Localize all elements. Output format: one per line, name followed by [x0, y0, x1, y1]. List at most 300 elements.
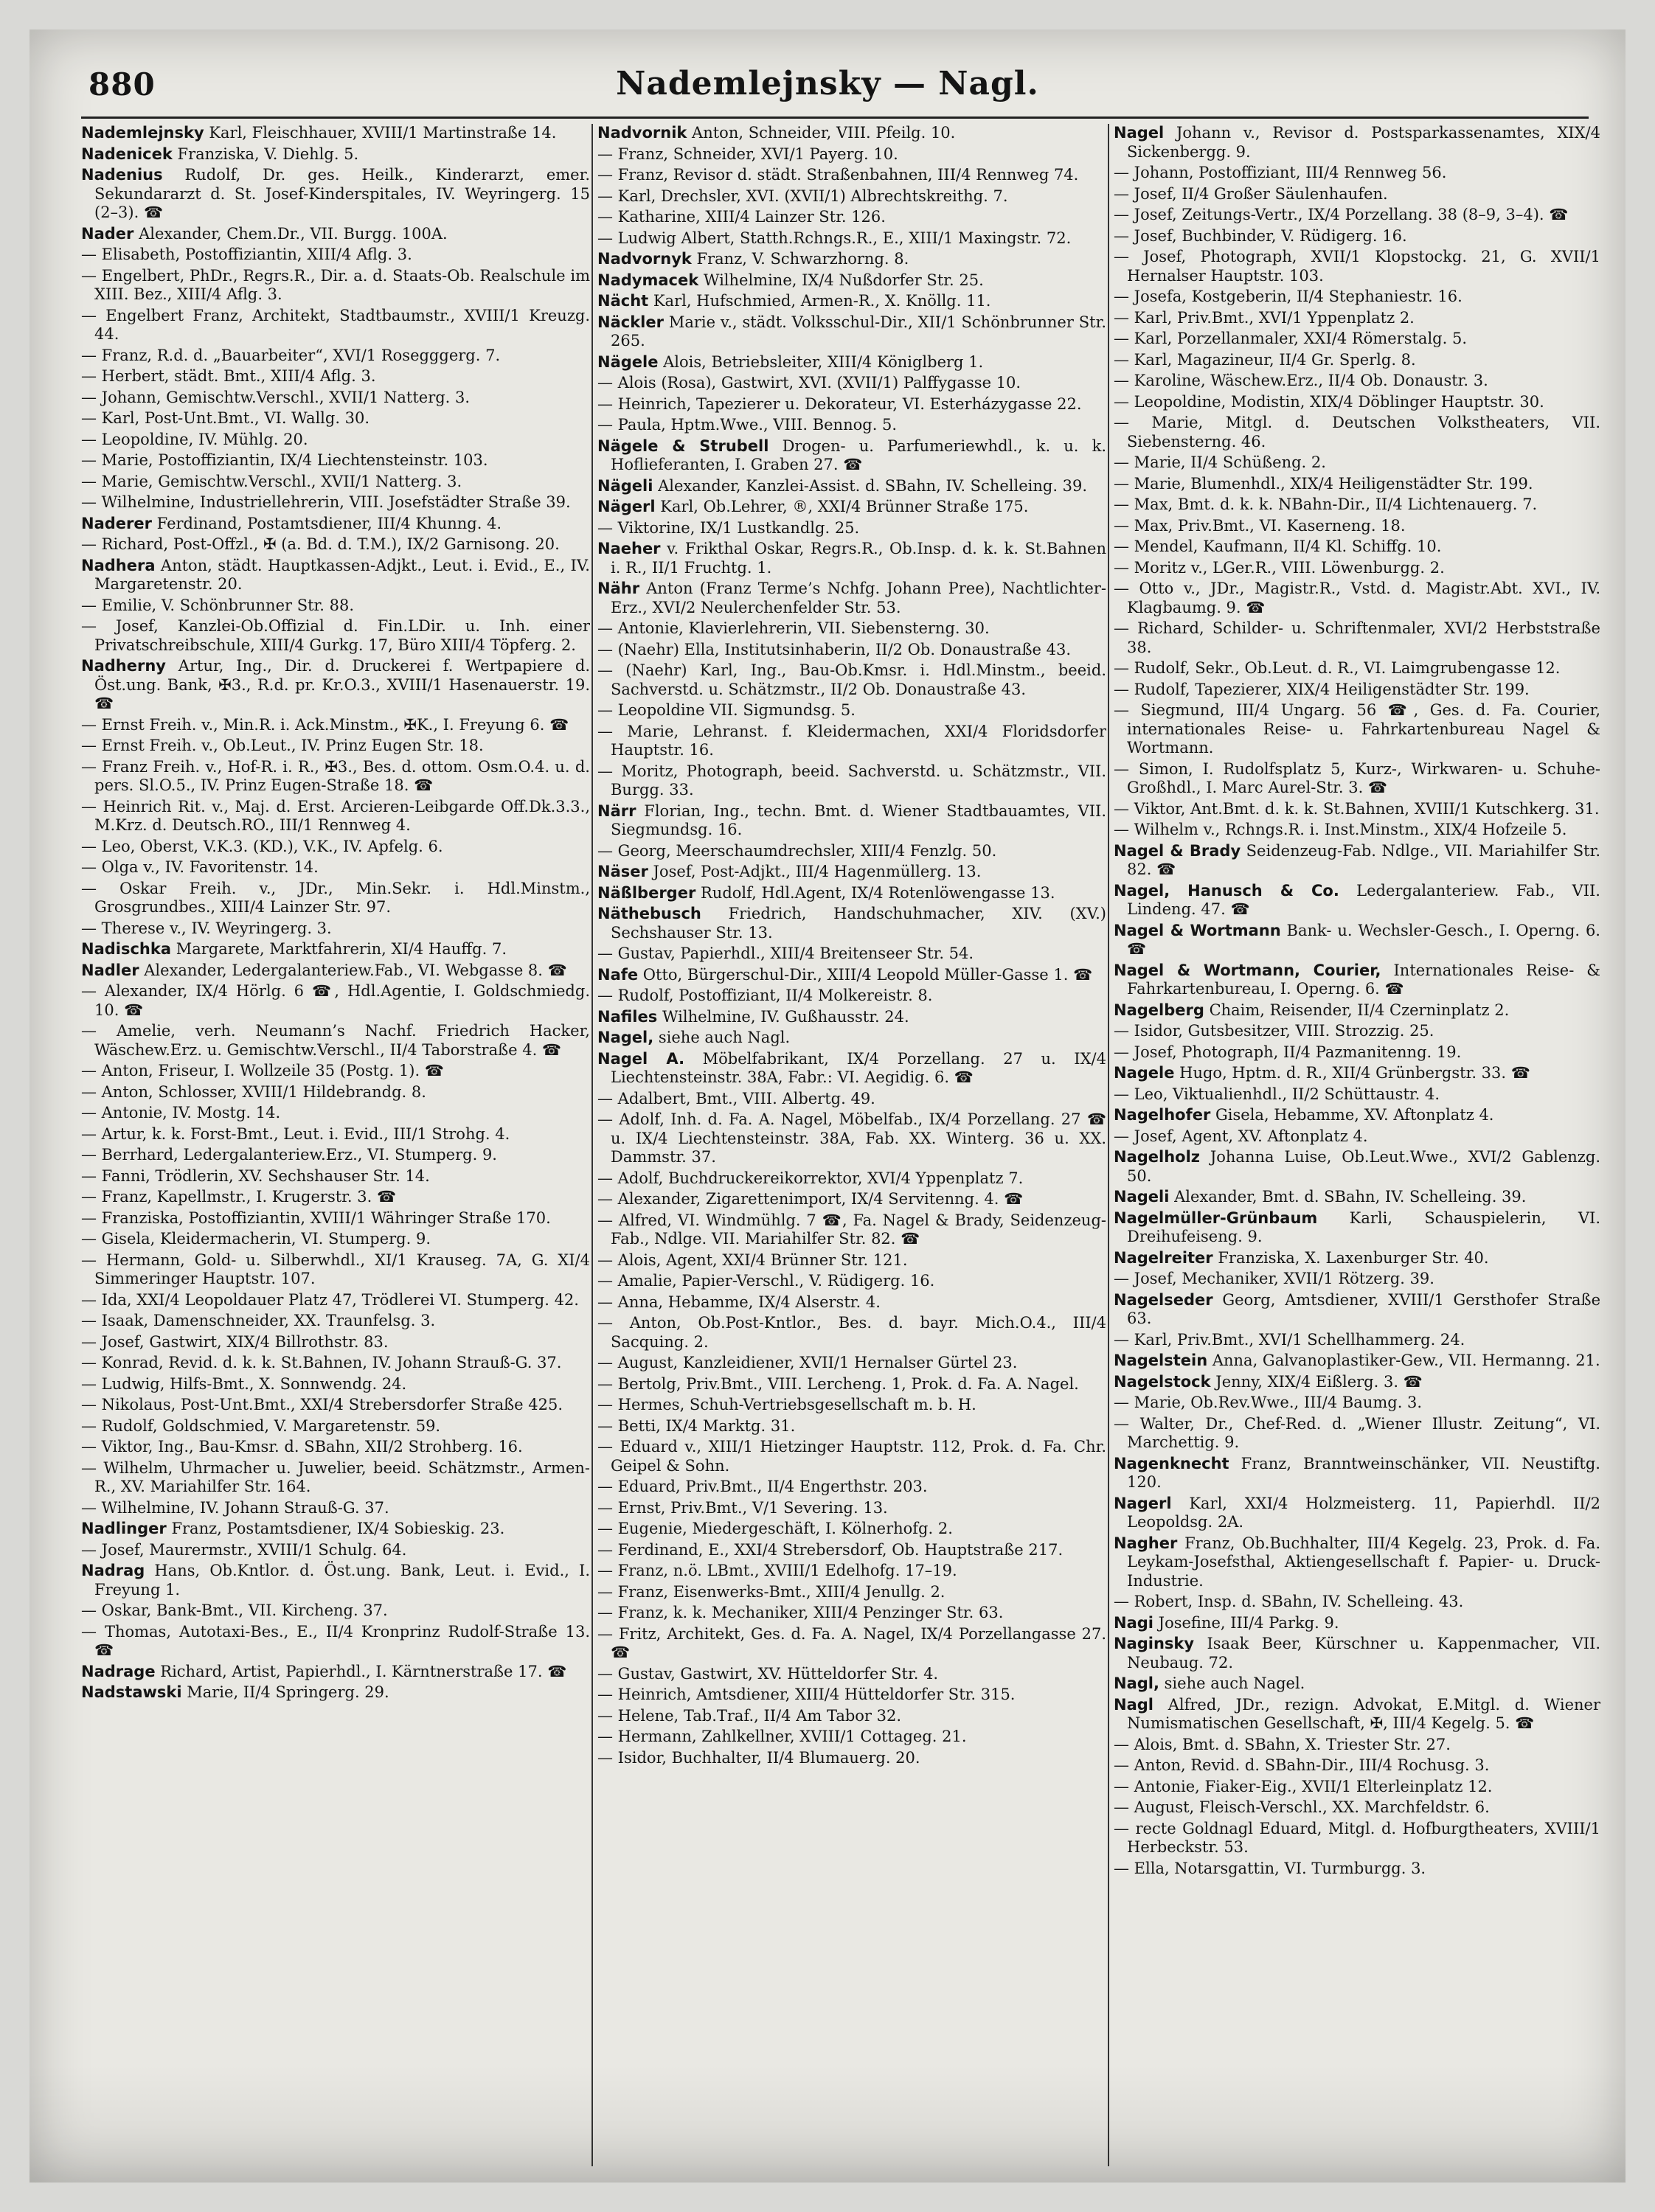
directory-entry: [1114, 206, 1600, 225]
entry-details: — Robert, Insp. d. SBahn, IV. Schelleing. 43.: [1114, 1593, 1464, 1610]
directory-entry: [597, 1562, 1106, 1581]
entry-details: — Otto v., JDr., Magistr.R., Vstd. d. Magistr.Abt. XVI., IV. Klagbaumg. 9. ☎: [1114, 580, 1600, 616]
entry-details: Hugo, Hptm. d. R., XII/4 Grünbergstr. 33. ☎: [1174, 1064, 1530, 1082]
directory-entry: [597, 292, 1106, 311]
directory-entry: [1114, 1106, 1600, 1125]
entry-details: — Karl, Drechsler, XVI. (XVII/1) Albrechtskreithg. 7.: [597, 187, 1008, 205]
directory-entry: [1114, 922, 1600, 959]
entry-details: — Therese v., IV. Weyringerg. 3.: [81, 919, 332, 937]
entry-details: Alexander, Bmt. d. SBahn, IV. Schelleing. 39.: [1169, 1188, 1527, 1206]
entry-details: Margarete, Marktfahrerin, XI/4 Hauffg. 7.: [171, 940, 507, 958]
entry-surname: Nagelholz: [1114, 1148, 1201, 1166]
entry-details: — Alexander, IX/4 Hörlg. 6 ☎, Hdl.Agentie, I. Goldschmiedg. 10. ☎: [81, 982, 590, 1019]
entry-details: siehe auch Nagl.: [653, 1029, 791, 1046]
directory-entry: [597, 1008, 1106, 1027]
entry-details: Karl, XXI/4 Holzmeisterg. 11, Papierhdl. II/2 Leopoldsg. 2A.: [1127, 1494, 1600, 1531]
entry-details: — Josef, Gastwirt, XIX/4 Billrothstr. 83.: [81, 1332, 389, 1351]
directory-entry: [597, 1375, 1106, 1394]
directory-entry: [1114, 1064, 1600, 1083]
entry-details: Richard, Artist, Papierhdl., I. Kärntnerstraße 17. ☎: [155, 1662, 567, 1680]
directory-entry: [81, 1562, 590, 1599]
directory-entry: [597, 884, 1106, 903]
entry-details: — Heinrich Rit. v., Maj. d. Erst. Arcieren-Leibgarde Off.Dk.3.3., M.Krz. d. Deutsch.RO., III/1 Rennweg 4.: [81, 797, 590, 834]
entry-surname: Nagelmüller-Grünbaum: [1114, 1208, 1318, 1227]
directory-entry: [81, 758, 590, 796]
entry-details: — Marie, Blumenhdl., XIX/4 Heiligenstädter Str. 199.: [1114, 474, 1533, 493]
column-divider: [1108, 124, 1109, 2166]
entry-details: — Engelbert, PhDr., Regrs.R., Dir. a. d. Staats-Ob. Realschule im XIII. Bez., XIII/4 Aflg. 3.: [81, 266, 590, 303]
directory-entry: [597, 313, 1106, 351]
entry-details: — Antonie, Fiaker-Eig., XVII/1 Elterleinplatz 12.: [1114, 1777, 1493, 1795]
entry-details: Ledergalanteriew. Fab., VII. Lindeng. 47. ☎: [1127, 881, 1600, 918]
directory-entry: [597, 416, 1106, 435]
entry-surname: Nadvornyk: [597, 250, 692, 268]
directory-entry: [81, 1125, 590, 1144]
entry-details: Anton, Schneider, VIII. Pfeilg. 10.: [687, 124, 956, 142]
directory-entry: [1114, 1085, 1600, 1105]
entry-surname: Nadymacek: [597, 271, 699, 289]
entry-details: — Heinrich, Tapezierer u. Dekorateur, VI. Esterházygasse 22.: [597, 394, 1082, 413]
directory-entry: [597, 987, 1106, 1006]
entry-details: Franz, Ob.Buchhalter, III/4 Kegelg. 23, Prok. d. Fa. Leykam-Josefsthal, Aktiengesellschaft f. Papier- u. Druck-Industrie.: [1127, 1534, 1600, 1590]
entry-details: — Olga v., IV. Favoritenstr. 14.: [81, 858, 319, 876]
directory-entry: [1114, 1148, 1600, 1186]
entry-details: — Adolf, Buchdruckereikorrektor, XVI/4 Yppenplatz 7.: [597, 1169, 1024, 1187]
entry-details: — Josef, Agent, XV. Aftonplatz 4.: [1114, 1127, 1368, 1145]
entry-details: — August, Fleisch-Verschl., XX. Marchfeldstr. 6.: [1114, 1798, 1490, 1816]
directory-entry: [81, 1520, 590, 1539]
entry-details: Franz, Branntweinschänker, VII. Neustiftg. 120.: [1127, 1454, 1600, 1491]
entry-surname: Närr: [597, 801, 636, 820]
directory-entry: [1114, 1001, 1600, 1020]
directory-entry: [81, 267, 590, 305]
header-rule: [81, 116, 1589, 119]
directory-entry: [1114, 961, 1600, 999]
entry-details: — Fanni, Trödlerin, XV. Sechshauser Str. 14.: [81, 1166, 430, 1185]
directory-entry: [81, 1375, 590, 1394]
directory-entry: [81, 1312, 590, 1331]
entry-details: — Marie, Lehranst. f. Kleidermachen, XXI/4 Floridsdorfer Hauptstr. 16.: [597, 722, 1106, 759]
directory-entry: [597, 701, 1106, 720]
entry-details: — Josefa, Kostgeberin, II/4 Stephaniestr. 16.: [1114, 288, 1463, 305]
directory-entry: [81, 1209, 590, 1228]
entry-details: — Alois (Rosa), Gastwirt, XVI. (XVII/1) Palffygasse 10.: [597, 374, 1021, 392]
directory-entry: [81, 124, 590, 143]
directory-entry: [81, 166, 590, 223]
entry-details: — Josef, Photograph, II/4 Pazmanitenng. 19.: [1114, 1043, 1462, 1061]
entry-details: Möbelfabrikant, IX/4 Porzellang. 27 u. IX/4 Liechtensteinstr. 38A, Fabr.: VI. Aegidig. 6. ☎: [611, 1049, 1106, 1086]
entry-details: Karl, Ob.Lehrer, ®, XXI/4 Brünner Straße 175.: [655, 498, 1029, 515]
directory-entry: [597, 723, 1106, 760]
entry-details: — Marie, Ob.Rev.Wwe., III/4 Baumg. 3.: [1114, 1394, 1423, 1411]
directory-entry: [1114, 1495, 1600, 1532]
entry-details: — Franziska, Postoffiziantin, XVIII/1 Währinger Straße 170.: [81, 1208, 551, 1227]
entry-details: — Richard, Post-Offzl., ✠ (a. Bd. d. T.M.), IX/2 Garnisong. 20.: [81, 535, 560, 553]
directory-entry: [81, 1251, 590, 1289]
entry-details: Johann v., Revisor d. Postsparkassenamtes, XIX/4 Sickenbergg. 9.: [1127, 124, 1600, 161]
entry-details: — Artur, k. k. Forst-Bmt., Leut. i. Evid., III/1 Strohg. 4.: [81, 1124, 510, 1143]
entry-details: — Isidor, Buchhalter, II/4 Blumauerg. 20.: [597, 1748, 920, 1767]
entry-surname: Nagel & Wortmann: [1114, 921, 1281, 939]
entry-details: — Bertolg, Priv.Bmt., VIII. Lercheng. 1, Prok. d. Fa. A. Nagel.: [597, 1374, 1079, 1393]
directory-entry: [597, 1520, 1106, 1539]
entry-surname: Nadrage: [81, 1662, 156, 1680]
entry-surname: Nagenknecht: [1114, 1454, 1229, 1472]
directory-entry: [597, 945, 1106, 964]
directory-entry: [597, 1050, 1106, 1088]
entry-surname: Nägeli: [597, 476, 653, 495]
entry-details: Marie v., städt. Volksschul-Dir., XII/1 Schönbrunner Str. 265.: [611, 313, 1106, 349]
directory-entry: [1114, 1188, 1600, 1207]
entry-surname: Näser: [597, 863, 648, 880]
entry-details: — Anton, Revid. d. SBahn-Dir., III/4 Rochusg. 3.: [1114, 1756, 1490, 1774]
directory-entry: [1114, 1394, 1600, 1413]
directory-entry: [1114, 393, 1600, 412]
directory-entry: [1114, 821, 1600, 840]
directory-entry: [597, 187, 1106, 206]
directory-entry: [597, 619, 1106, 639]
entry-surname: Nagel A.: [597, 1049, 685, 1068]
entry-details: — Antonie, IV. Mostg. 14.: [81, 1104, 281, 1121]
directory-entry: [597, 1110, 1106, 1167]
entry-surname: Nagel,: [597, 1029, 654, 1046]
entry-surname: Naeher: [597, 540, 661, 557]
entry-details: — Eduard, Priv.Bmt., II/4 Engerthstr. 203.: [597, 1478, 928, 1495]
directory-entry: [597, 1211, 1106, 1249]
entry-details: — Franz, n.ö. LBmt., XVIII/1 Edelhofg. 17–19.: [597, 1562, 957, 1579]
entry-details: — Heinrich, Amtsdiener, XIII/4 Hütteldorfer Str. 315.: [597, 1686, 1016, 1703]
entry-details: — Anton, Friseur, I. Wollzeile 35 (Postg. 1). ☎: [81, 1062, 444, 1079]
entry-details: Artur, Ing., Dir. d. Druckerei f. Wertpapiere d. Öst.ung. Bank, ✠3., R.d. pr. Kr.O.3., XVIII/1 Hasenauerstr. 19. ☎: [94, 657, 590, 712]
entry-details: — Alfred, VI. Windmühlg. 7 ☎, Fa. Nagel & Brady, Seidenzeug-Fab., Ndlge. VII. Mariahilfer Str. 82. ☎: [597, 1211, 1106, 1248]
entry-details: Friedrich, Handschuhmacher, XIV. (XV.) Sechshauser Str. 13.: [611, 905, 1106, 942]
entry-details: — Eduard v., XIII/1 Hietzinger Hauptstr. 112, Prok. d. Fa. Chr. Geipel & Sohn.: [597, 1438, 1106, 1475]
entry-details: — (Naehr) Karl, Ing., Bau-Ob.Kmsr. i. Hdl.Minstm., beeid. Sachverstd. u. Schätzmstr., II/2 Ob. Donaustraße 43.: [597, 661, 1106, 698]
entry-details: — Karl, Post-Unt.Bmt., VI. Wallg. 30.: [81, 409, 370, 427]
entry-details: — Leo, Viktualienhdl., II/2 Schüttaustr. 4.: [1114, 1085, 1440, 1103]
directory-entry: [597, 863, 1106, 882]
entry-details: Josefine, III/4 Parkg. 9.: [1153, 1613, 1339, 1632]
entry-surname: Nadrag: [81, 1562, 145, 1579]
entry-details: — Josef, Photograph, XVII/1 Klopstockg. 21, G. XVII/1 Hernalser Hauptstr. 103.: [1114, 248, 1600, 285]
entry-details: Franziska, X. Laxenburger Str. 40.: [1212, 1248, 1489, 1267]
directory-entry: [1114, 475, 1600, 494]
entry-details: — Johann, Postoffiziant, III/4 Rennweg 56.: [1114, 164, 1447, 181]
directory-entry: [1114, 227, 1600, 246]
directory-entry: [1114, 1291, 1600, 1329]
directory-entry: [597, 271, 1106, 291]
entry-details: — Josef, II/4 Großer Säulenhaufen.: [1114, 184, 1388, 203]
entry-details: — Eugenie, Miedergeschäft, I. Kölnerhofg. 2.: [597, 1520, 953, 1537]
entry-details: — Josef, Buchbinder, V. Rüdigerg. 16.: [1114, 226, 1407, 245]
entry-details: — Simon, I. Rudolfsplatz 5, Kurz-, Wirkwaren- u. Schuhe-Großhdl., I. Marc Aurel-Str. 3. ☎: [1114, 759, 1600, 796]
entry-details: — Konrad, Revid. d. k. k. St.Bahnen, IV. Johann Strauß-G. 37.: [81, 1354, 562, 1371]
directory-entry: [81, 657, 590, 714]
entry-details: — Alexander, Zigarettenimport, IX/4 Servitenng. 4. ☎: [597, 1190, 1024, 1208]
directory-entry: [81, 367, 590, 386]
entry-surname: Nägerl: [597, 498, 656, 515]
entry-details: — Franz, Revisor d. städt. Straßenbahnen, III/4 Rennweg 74.: [597, 166, 1079, 184]
entry-details: Marie, II/4 Springerg. 29.: [181, 1683, 389, 1701]
directory-entry: [81, 347, 590, 366]
directory-entry: [81, 1291, 590, 1310]
directory-entry: [1114, 351, 1600, 370]
entry-details: — Leopoldine, IV. Mühlg. 20.: [81, 430, 308, 448]
directory-entry: [597, 124, 1106, 143]
directory-entry: [81, 1188, 590, 1207]
entry-surname: Nagelberg: [1114, 1001, 1204, 1019]
entry-details: Rudolf, Hdl.Agent, IX/4 Rotenlöwengasse 13.: [695, 883, 1055, 902]
directory-entry: [81, 1146, 590, 1165]
entry-details: — Josef, Kanzlei-Ob.Offizial d. Fin.LDir. u. Inh. einer Privatschreibschule, XIII/4 Gurkg. 17, Büro XIII/4 Töpferg. 2.: [81, 617, 590, 654]
directory-entry: [597, 580, 1106, 617]
directory-entry: [1114, 1696, 1600, 1733]
entry-details: — Leopoldine VII. Sigmundsg. 5.: [597, 701, 856, 719]
entry-details: Alfred, JDr., rezign. Advokat, E.Mitgl. d. Wiener Numismatischen Gesellschaft, ✠, III/4 Kegelg. 5. ☎: [1127, 1695, 1600, 1732]
entry-details: — Franz, Kapellmstr., I. Krugerstr. 3. ☎: [81, 1188, 397, 1206]
entry-details: — Amelie, verh. Neumann’s Nachf. Friedrich Hacker, Wäschew.Erz. u. Gemischtw.Verschl., II/4 Taborstraße 4. ☎: [81, 1022, 590, 1059]
directory-entry: [597, 166, 1106, 185]
entry-details: Karl, Hufschmied, Armen-R., X. Knöllg. 11.: [648, 292, 991, 310]
directory-entry: [81, 1230, 590, 1249]
entry-details: — Marie, II/4 Schüßeng. 2.: [1114, 453, 1326, 471]
directory-entry: [597, 1749, 1106, 1768]
entry-details: — Oskar, Bank-Bmt., VII. Kircheng. 37.: [81, 1601, 388, 1619]
entry-details: Anton, städt. Hauptkassen-Adjkt., Leut. i. Evid., E., IV. Margaretenstr. 20.: [94, 556, 590, 593]
directory-entry: [597, 1293, 1106, 1312]
directory-entry: [81, 1167, 590, 1186]
directory-entry: [1114, 659, 1600, 678]
entry-details: — Karl, Porzellanmaler, XXI/4 Römerstalg. 5.: [1114, 330, 1468, 347]
entry-details: Isaak Beer, Kürschner u. Kappenmacher, VII. Neubaug. 72.: [1127, 1635, 1600, 1672]
directory-entry: [81, 1499, 590, 1518]
directory-entry: [597, 661, 1106, 699]
directory-entry: [1114, 619, 1600, 657]
directory-entry: [597, 1604, 1106, 1623]
entry-details: — Ella, Notarsgattin, VI. Turmburgg. 3.: [1114, 1859, 1426, 1877]
entry-details: — Paula, Hptm.Wwe., VIII. Bennog. 5.: [597, 416, 898, 434]
entry-details: Internationales Reise- & Fahrkartenbureau, I. Operng. 6. ☎: [1127, 961, 1600, 998]
entry-details: — Viktorine, IX/1 Lustkandlg. 25.: [597, 518, 860, 537]
entry-details: — Berrhard, Ledergalanteriew.Erz., VI. Stumperg. 9.: [81, 1146, 497, 1164]
entry-surname: Nagelseder: [1114, 1290, 1213, 1309]
directory-entry: [1114, 1593, 1600, 1612]
entry-details: Seidenzeug-Fab. Ndlge., VII. Mariahilfer Str. 82. ☎: [1127, 841, 1600, 878]
entry-details: — Hermann, Zahlkellner, XVIII/1 Cottageg. 21.: [597, 1728, 967, 1745]
directory-entry: [597, 1417, 1106, 1436]
entry-details: — Oskar Freih. v., JDr., Min.Sekr. i. Hdl.Minstm., Grosgrundbes., XIII/4 Lainzer Str. 97.: [81, 879, 590, 916]
entry-details: Franziska, V. Diehlg. 5.: [172, 145, 359, 163]
directory-entry: [81, 1541, 590, 1560]
directory-entry: [1114, 1043, 1600, 1062]
entry-details: — Josef, Zeitungs-Vertr., IX/4 Porzellang. 38 (8–9, 3–4). ☎: [1114, 206, 1569, 223]
entry-details: — Marie, Gemischtw.Verschl., XVII/1 Natterg. 3.: [81, 472, 462, 490]
entry-details: — Josef, Maurermstr., XVIII/1 Schulg. 64.: [81, 1540, 407, 1559]
entry-details: — Ludwig Albert, Statth.Rchngs.R., E., XIII/1 Maxingstr. 72.: [597, 229, 1072, 247]
directory-entry: [597, 641, 1106, 660]
directory-entry: [597, 762, 1106, 800]
entry-surname: Näßlberger: [597, 883, 696, 902]
directory-entry: [81, 1354, 590, 1373]
entry-details: Johanna Luise, Ob.Leut.Wwe., XVI/2 Gablenzg. 50.: [1127, 1148, 1600, 1185]
entry-details: — Franz, Eisenwerks-Bmt., XIII/4 Jenullg. 2.: [597, 1582, 946, 1601]
entry-details: — Nikolaus, Post-Unt.Bmt., XXI/4 Strebersdorfer Straße 425.: [81, 1396, 563, 1413]
entry-details: Georg, Amtsdiener, XVIII/1 Gersthofer Straße 63.: [1127, 1290, 1600, 1327]
directory-entry: [597, 1396, 1106, 1415]
entry-details: — Franz Freih. v., Hof-R. i. R., ✠3., Bes. d. ottom. Osm.O.4. u. d. pers. Sl.O.5., IV. Prinz Eugen-Straße 18. ☎: [81, 757, 590, 794]
entry-details: Rudolf, Dr. ges. Heilk., Kinderarzt, emer. Sekundararzt d. St. Josef-Kinderspitales, IV. Weyringerg. 15 (2–3). ☎: [94, 166, 590, 221]
entry-details: — Franz, k. k. Mechaniker, XIII/4 Penzinger Str. 63.: [597, 1604, 1004, 1621]
entry-details: siehe auch Nagel.: [1159, 1674, 1305, 1692]
page-header: Nademlejnsky — Nagl.: [616, 65, 1039, 102]
entry-details: — August, Kanzleidiener, XVII/1 Hernalser Gürtel 23.: [597, 1354, 1018, 1371]
directory-entry: [81, 1104, 590, 1123]
entry-details: — Franz, R.d. d. „Bauarbeiter“, XVI/1 Rosegggerg. 7.: [81, 346, 501, 364]
directory-entry: [81, 716, 590, 735]
directory-entry: [1114, 559, 1600, 578]
entry-surname: Nagl,: [1114, 1674, 1159, 1692]
entry-details: Franz, Postamtsdiener, IX/4 Sobieskig. 23.: [166, 1520, 505, 1537]
directory-entry: [81, 940, 590, 959]
directory-entry: [81, 798, 590, 835]
directory-entry: [81, 1459, 590, 1497]
entry-details: Karli, Schauspielerin, VI. Dreihufeiseng. 9.: [1127, 1208, 1600, 1245]
entry-surname: Nagher: [1114, 1534, 1178, 1552]
entry-details: — Karl, Priv.Bmt., XVI/1 Yppenplatz 2.: [1114, 308, 1415, 327]
entry-details: — Wilhelm, Uhrmacher u. Juwelier, beeid. Schätzmstr., Armen-R., XV. Mariahilfer Str. 164.: [81, 1458, 590, 1495]
column-1: [81, 124, 590, 2166]
directory-entry: [597, 1314, 1106, 1352]
entry-details: — recte Goldnagl Eduard, Mitgl. d. Hofburgtheaters, XVIII/1 Herbeckstr. 53.: [1114, 1819, 1600, 1856]
entry-surname: Nademlejnsky: [81, 124, 204, 142]
directory-entry: [1114, 414, 1600, 451]
directory-entry: [597, 1478, 1106, 1497]
entry-details: — Leo, Oberst, V.K.3. (KD.), V.K., IV. Apfelg. 6.: [81, 837, 443, 855]
directory-entry: [597, 353, 1106, 372]
entry-details: — Isaak, Damenschneider, XX. Traunfelsg. 3.: [81, 1312, 436, 1329]
entry-details: — Ernst Freih. v., Min.R. i. Ack.Minstm., ✠K., I. Freyung 6. ☎: [81, 715, 569, 734]
directory-entry: [597, 842, 1106, 861]
entry-details: — Rudolf, Tapezierer, XIX/4 Heiligenstädter Str. 199.: [1114, 680, 1530, 698]
directory-entry: [597, 905, 1106, 942]
directory-entry: [597, 1251, 1106, 1270]
directory-entry: [597, 1169, 1106, 1189]
directory-entry: [1114, 288, 1600, 307]
entry-details: — Adalbert, Bmt., VIII. Albertg. 49.: [597, 1089, 875, 1107]
directory-entry: [81, 451, 590, 470]
entry-details: — Alois, Agent, XXI/4 Brünner Str. 121.: [597, 1251, 908, 1269]
directory-entry: [1114, 538, 1600, 557]
directory-entry: [597, 1541, 1106, 1560]
directory-entry: [81, 982, 590, 1020]
directory-entry: [81, 1062, 590, 1081]
directory-entry: [81, 737, 590, 756]
directory-entry: [597, 1665, 1106, 1684]
directory-entry: [81, 515, 590, 534]
entry-surname: Nadler: [81, 961, 139, 979]
entry-details: — Alois, Bmt. d. SBahn, X. Triester Str. 27.: [1114, 1735, 1451, 1753]
entry-surname: Nafe: [597, 965, 639, 984]
entry-details: — Rudolf, Goldschmied, V. Margaretenstr. 59.: [81, 1416, 441, 1435]
directory-entry: [81, 389, 590, 408]
entry-details: — Gustav, Gastwirt, XV. Hütteldorfer Str. 4.: [597, 1664, 939, 1683]
entry-surname: Nägele & Strubell: [597, 437, 769, 455]
directory-entry: [1114, 1820, 1600, 1857]
directory-entry: [81, 880, 590, 917]
directory-entry: [1114, 124, 1600, 161]
entry-surname: Nadenicek: [81, 145, 173, 163]
entry-surname: Nagelhofer: [1114, 1106, 1211, 1124]
directory-entry: [597, 229, 1106, 248]
directory-entry: [597, 1090, 1106, 1109]
entry-details: — Karoline, Wäschew.Erz., II/4 Ob. Donaustr. 3.: [1114, 372, 1488, 389]
entry-details: — Marie, Postoffiziantin, IX/4 Liechtensteinstr. 103.: [81, 451, 488, 469]
entry-details: Alexander, Kanzlei-Assist. d. SBahn, IV. Schelleing. 39.: [653, 476, 1088, 495]
directory-entry: [597, 1707, 1106, 1726]
directory-entry: [597, 1686, 1106, 1705]
entry-surname: Nadherny: [81, 657, 166, 675]
entry-surname: Nagel & Wortmann, Courier,: [1114, 961, 1381, 979]
entry-details: — Marie, Mitgl. d. Deutschen Volkstheaters, VII. Siebensterng. 46.: [1114, 414, 1600, 451]
entry-details: — Max, Bmt. d. k. k. NBahn-Dir., II/4 Lichtenauerg. 7.: [1114, 495, 1538, 513]
entry-details: Jenny, XIX/4 Eißlerg. 3. ☎: [1210, 1372, 1423, 1391]
entry-details: Karl, Fleischhauer, XVIII/1 Martinstraße 14.: [204, 124, 557, 142]
directory-entry: [597, 145, 1106, 164]
entry-surname: Nadvornik: [597, 124, 687, 142]
entry-details: — Ernst Freih. v., Ob.Leut., IV. Prinz Eugen Str. 18.: [81, 737, 484, 754]
entry-details: — Hermann, Gold- u. Silberwhdl., XI/1 Krauseg. 7A, G. XI/4 Simmeringer Hauptstr. 107.: [81, 1251, 590, 1287]
entry-details: Hans, Ob.Kntlor. d. Öst.ung. Bank, Leut. i. Evid., I. Freyung 1.: [94, 1562, 590, 1599]
directory-entry: [597, 1354, 1106, 1373]
entry-details: — Johann, Gemischtw.Verschl., XVII/1 Natterg. 3.: [81, 388, 471, 406]
directory-entry: [1114, 1022, 1600, 1041]
entry-details: — Adolf, Inh. d. Fa. A. Nagel, Möbelfab., IX/4 Porzellang. 27 ☎ u. IX/4 Liechtensteinstr. 38A, Fab. XX. Winterg. 36 u. XX. Dammstr. 37.: [597, 1110, 1106, 1166]
directory-entry: [1114, 1249, 1600, 1268]
directory-entry: [1114, 580, 1600, 617]
entry-details: Gisela, Hebamme, XV. Aftonplatz 4.: [1210, 1106, 1494, 1124]
entry-surname: Nageli: [1114, 1188, 1170, 1206]
entry-details: — Viktor, Ing., Bau-Kmsr. d. SBahn, XII/2 Strohberg. 16.: [81, 1438, 523, 1455]
entry-details: — Hermes, Schuh-Vertriebsgesellschaft m. b. H.: [597, 1396, 976, 1413]
directory-entry: [1114, 1756, 1600, 1775]
directory-entry: [1114, 842, 1600, 880]
entry-details: Ferdinand, Postamtsdiener, III/4 Khunng. 4.: [151, 514, 502, 532]
directory-entry: [81, 1022, 590, 1060]
directory-entry: [81, 307, 590, 344]
directory-entry: [81, 1601, 590, 1621]
entry-details: Anna, Galvanoplastiker-Gew., VII. Hermanng. 21.: [1207, 1352, 1600, 1369]
entry-surname: Nadenius: [81, 166, 163, 184]
directory-entry: [597, 1625, 1106, 1663]
entry-details: — Katharine, XIII/4 Lainzer Str. 126.: [597, 208, 886, 226]
directory-entry: [1114, 1778, 1600, 1797]
entry-surname: Nader: [81, 224, 134, 243]
directory-entry: [1114, 1736, 1600, 1755]
entry-details: — Herbert, städt. Bmt., XIII/4 Aflg. 3.: [81, 367, 376, 385]
entry-details: — Wilhelmine, IV. Johann Strauß-G. 37.: [81, 1498, 389, 1517]
entry-surname: Nagl: [1114, 1695, 1153, 1714]
entry-details: — Viktor, Ant.Bmt. d. k. k. St.Bahnen, XVIII/1 Kutschkerg. 31.: [1114, 799, 1600, 818]
entry-surname: Nagel: [1114, 124, 1165, 142]
entry-surname: Nägele: [597, 352, 659, 371]
entry-surname: Näckler: [597, 313, 664, 331]
directory-entry: [81, 961, 590, 981]
directory-entry: [81, 858, 590, 877]
entry-surname: Nähr: [597, 580, 640, 597]
directory-entry: [1114, 185, 1600, 204]
entry-surname: Näthebusch: [597, 905, 701, 922]
entry-details: — Elisabeth, Postoffiziantin, XIII/4 Aflg. 3.: [81, 246, 412, 263]
